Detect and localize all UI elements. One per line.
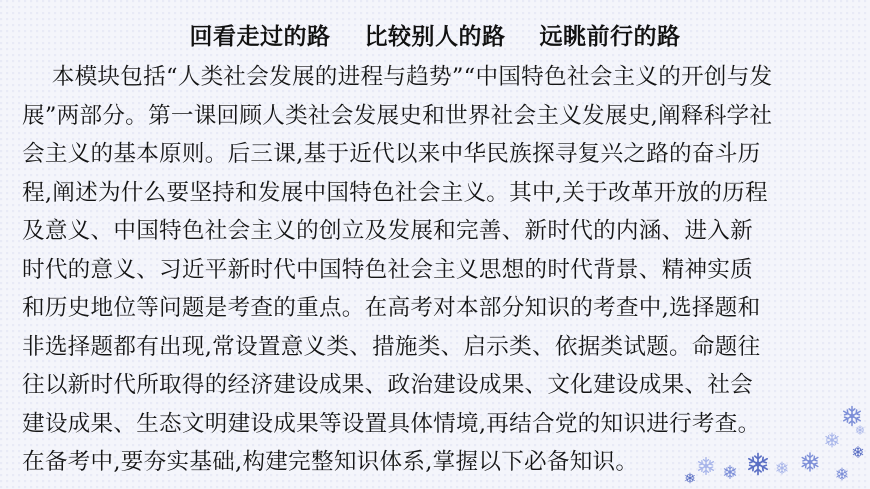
paragraph-line: 本模块包括“人类社会发展的进程与趋势”“中国特色社会主义的开创与发 bbox=[22, 64, 773, 90]
paragraph-line: 及意义、中国特色社会主义的创立及发展和完善、新时代的内涵、进入新 bbox=[22, 218, 753, 244]
paragraph-line: 建设成果、生态文明建设成果等设置具体情境,再结合党的知识进行考查。 bbox=[22, 410, 761, 437]
paragraph-line: 往以新时代所取得的经济建设成果、政治建设成果、文化建设成果、社会 bbox=[22, 372, 753, 398]
paragraph-line: 时代的意义、习近平新时代中国特色社会主义思想的时代背景、精神实质 bbox=[22, 256, 753, 283]
paragraph-line: 非选择题都有出现,常设置意义类、措施类、启示类、依据类试题。命题往 bbox=[22, 333, 761, 360]
snowflake-icon bbox=[856, 426, 864, 435]
paragraph-line: 在备考中,要夯实基础,构建完整知识体系,掌握以下必备知识。 bbox=[22, 449, 639, 475]
paragraph-line: 程,阐述为什么要坚持和发展中国特色社会主义。其中,关于改革开放的历程 bbox=[22, 179, 768, 206]
snowflake-icon bbox=[853, 447, 863, 458]
slide-title: 回看走过的路 比较别人的路 远眺前行的路 bbox=[189, 24, 681, 50]
paragraph-line: 和历史地位等问题是考查的重点。在高考对本部分知识的考查中,选择题和 bbox=[22, 295, 761, 321]
paragraph-line: 会主义的基本原则。后三课,基于近代以来中华民族探寻复兴之路的奋斗历 bbox=[22, 141, 761, 167]
body-paragraph bbox=[22, 58, 848, 482]
paragraph-line: 展”两部分。第一课回顾人类社会发展史和世界社会主义发展史,阐释科学社 bbox=[22, 102, 773, 129]
